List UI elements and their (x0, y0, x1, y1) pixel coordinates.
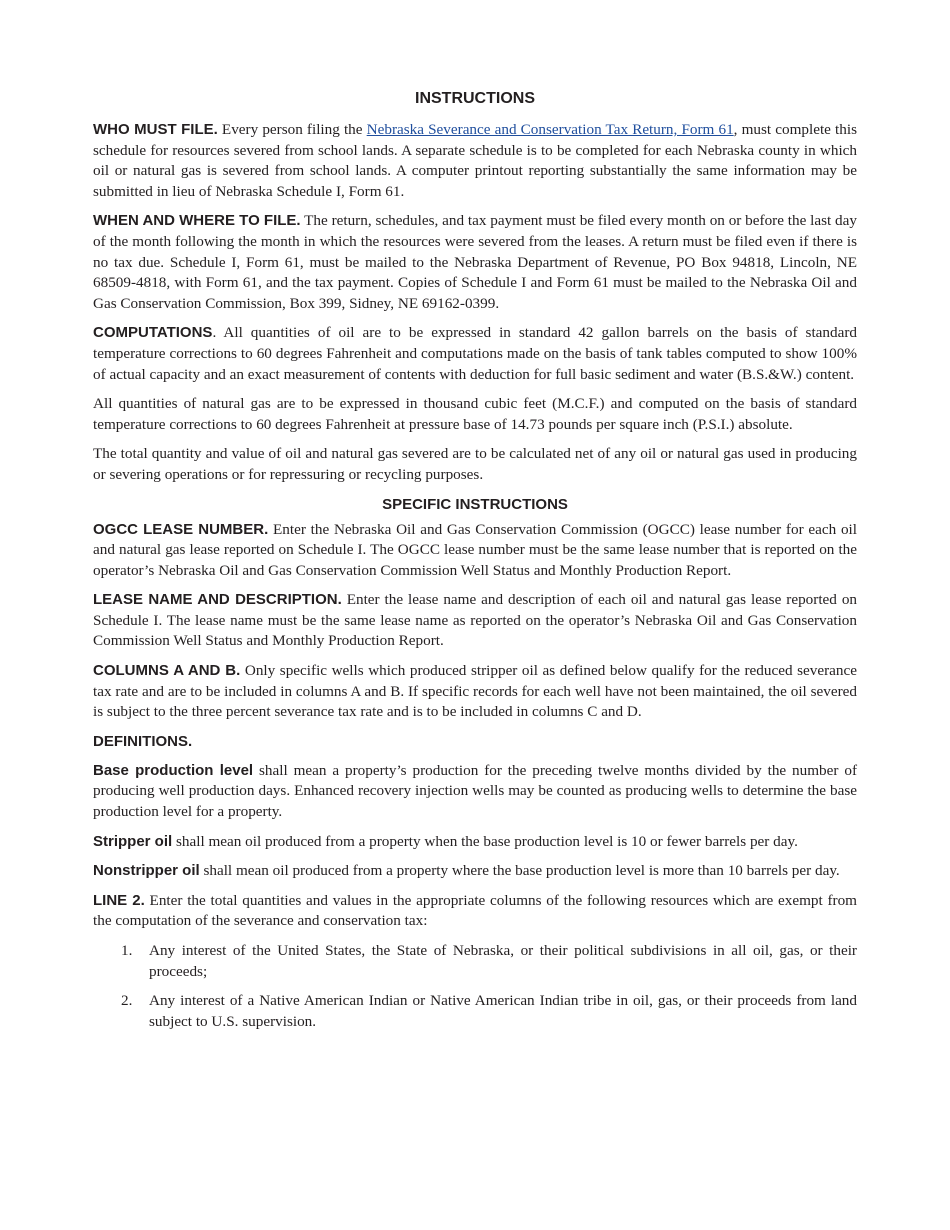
form-61-link[interactable]: Nebraska Severance and Conservation Tax Return, Form 61 (366, 121, 734, 138)
stripper-oil-heading: Stripper oil (93, 832, 173, 850)
list-item-text: Any interest of a Native American Indian or Native American Indian tribe in oil, gas, or their proceeds from land subject to U.S. supervision. (149, 992, 857, 1030)
computations-heading: COMPUTATIONS (93, 324, 213, 342)
stripper-oil-text: shall mean oil produced from a property when the base production level is 10 or fewer barrels per day. (172, 832, 798, 850)
list-item-number: 2. (121, 992, 133, 1010)
when-where-text: The return, schedules, and tax payment must be filed every month on or before the last day of the month following the month in which the resources were severed from the leases. A return must be filed even if there is no tax due. Schedule I, Form 61, must be mailed to the Nebraska Department of Revenue, PO Box 94818, Lincoln, NE 68509-4818, with Form 61, and the tax payment. Copies of Schedule I and Form 61 must be mailed to the Nebraska Oil and Gas Conservation Commission, Box 399, Sidney, NE 69162-0399. (93, 212, 857, 312)
base-production-text: shall mean a property’s production for the preceding twelve months divided by the number of producing well production days. Enhanced recovery injection wells may be counted as producing wells to determine the base production level for a property. (93, 761, 857, 821)
gas-computation-paragraph: All quantities of natural gas are to be expressed in thousand cubic feet (M.C.F.) and computed on the basis of standard temperature corrections to 60 degrees Fahrenheit at pressure base of 14.73 pounds per square inch (P.S.I.) absolute. (93, 395, 857, 433)
who-must-file-pre: Every person filing the (217, 121, 367, 138)
who-must-file-heading: WHO MUST FILE. (93, 121, 218, 138)
nonstripper-oil-paragraph (93, 861, 857, 882)
lease-name-heading: LEASE NAME AND DESCRIPTION. (93, 591, 342, 609)
ogcc-heading: OGCC LEASE NUMBER. (93, 520, 269, 538)
who-must-file-paragraph (93, 120, 857, 202)
list-item (93, 991, 857, 1032)
nonstripper-oil-heading: Nonstripper oil (93, 862, 200, 880)
lease-name-paragraph (93, 590, 857, 652)
list-item-text: Any interest of the United States, the State of Nebraska, or their political subdivisions in all oil, gas, or their proceeds; (149, 942, 857, 980)
ogcc-paragraph (93, 520, 857, 582)
columns-ab-heading: COLUMNS A AND B. (93, 662, 241, 680)
line-2-text: Enter the total quantities and values in the appropriate columns of the following resources which are exempt from the computation of the severance and conservation tax: (93, 891, 857, 930)
lease-name-text: Enter the lease name and description of each oil and natural gas lease reported on Schedule I. The lease name must be the same lease name as reported on the operator’s Nebraska Oil and Gas Conservation Commission Well Status and Monthly Production Report. (93, 591, 858, 650)
who-must-file-text: , must complete this schedule for resources severed from school lands. A separate schedule is to be completed for each Nebraska county in which oil or natural gas is severed from school lands. A computer printout reporting substantially the same information may be submitted in lieu of Nebraska Schedule I, Form 61. (93, 121, 857, 200)
nonstripper-oil-text: shall mean oil produced from a property where the base production level is more than 10 barrels per day. (199, 862, 840, 880)
computations-text: . All quantities of oil are to be expressed in standard 42 gallon barrels on the basis of standard temperature corrections to 60 degrees Fahrenheit and computations made on the basis of tank tables computed to show 100% of actual capacity and an exact measurement of contents with deduction for full basic sediment and water (B.S.&W.) content. (93, 324, 857, 383)
line-2-heading: LINE 2. (93, 891, 145, 909)
page-title: INSTRUCTIONS (415, 90, 535, 107)
specific-instructions-title: SPECIFIC INSTRUCTIONS (382, 495, 568, 513)
columns-ab-text: Only specific wells which produced stripper oil as defined below qualify for the reduced severance tax rate and are to be included in columns A and B. If specific records for each well have not been maintained, the oil severed is subject to the three percent severance tax rate and is to be included in columns C and D. (93, 662, 857, 721)
when-where-paragraph (93, 211, 857, 314)
total-quantity-paragraph: The total quantity and value of oil and natural gas severed are to be calculated net of any oil or natural gas used in producing or severing operations or for repressuring or recycling purposes. (93, 445, 857, 483)
when-where-heading: WHEN AND WHERE TO FILE. (93, 212, 301, 230)
ogcc-text: Enter the Nebraska Oil and Gas Conservation Commission (OGCC) lease number for each oil and natural gas lease reported on Schedule I. The OGCC lease number must be the same lease number that is reported on the operator’s Nebraska Oil and Gas Conservation Commission Well Status and Monthly Production Report. (93, 520, 857, 579)
base-production-heading: Base production level (93, 761, 254, 779)
base-production-paragraph (93, 761, 857, 823)
list-item (93, 941, 857, 982)
exempt-resources-list (93, 941, 857, 1032)
instructions-page (93, 88, 857, 1041)
computations-paragraph (93, 323, 857, 385)
list-item-number: 1. (121, 942, 133, 959)
definitions-heading: DEFINITIONS. (93, 732, 193, 750)
stripper-oil-paragraph (93, 832, 857, 853)
line-2-paragraph (93, 891, 857, 932)
columns-ab-paragraph (93, 661, 857, 723)
